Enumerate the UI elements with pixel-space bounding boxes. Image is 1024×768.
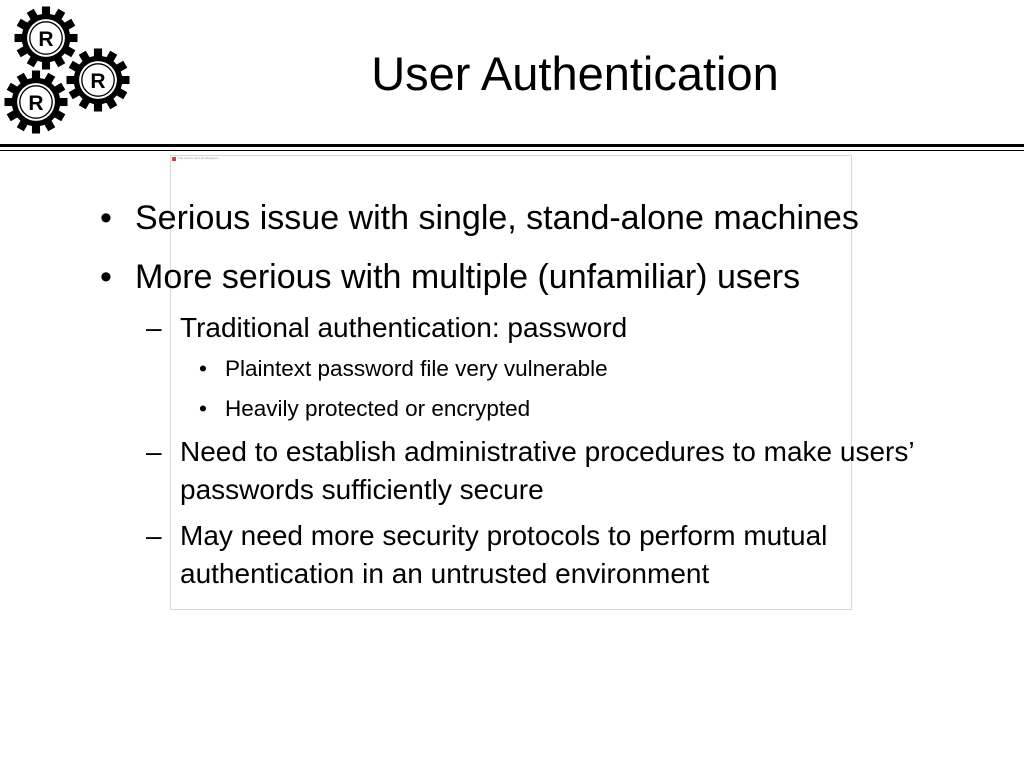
bullet-marker: • — [100, 258, 112, 296]
bullet-item — [100, 254, 1000, 300]
gear-letter: R — [90, 70, 106, 93]
sub-sub-bullet-list — [100, 353, 1000, 424]
sub-sub-bullet-group — [100, 353, 1000, 424]
bullet-marker: • — [100, 199, 112, 237]
gear-letter: R — [38, 28, 54, 51]
sub-bullet-text: Traditional authentication: password — [180, 312, 628, 343]
sub-bullet-text: Need to establish administrative procedures to make users’ passwords sufficiently secure — [180, 436, 914, 505]
bullet-marker: • — [199, 396, 207, 421]
slide-title: User Authentication — [371, 47, 779, 100]
bullet-list — [100, 195, 1000, 601]
bullet-item — [100, 195, 1000, 241]
sub-bullet-list — [100, 309, 1000, 593]
bullet-marker: • — [199, 356, 207, 381]
sub-bullet-item — [100, 309, 1000, 347]
bullet-text: Serious issue with single, stand-alone machines — [135, 199, 859, 237]
sub-bullet-text: May need more security protocols to perform mutual authentication in an untrusted environment — [180, 520, 828, 589]
sub-bullet-group — [100, 309, 1000, 593]
sub-bullet-item — [100, 433, 1000, 509]
sub-bullet-item — [100, 517, 1000, 593]
sub-sub-bullet-item — [100, 353, 1000, 384]
gears-logo-icon — [0, 0, 140, 140]
title-divider-thin — [0, 150, 1024, 151]
gear-letter: R — [28, 92, 44, 115]
dash-marker: – — [146, 312, 162, 343]
sub-sub-bullet-text: Heavily protected or encrypted — [225, 396, 531, 421]
title-divider — [0, 144, 1024, 147]
sub-sub-bullet-item — [100, 393, 1000, 424]
dash-marker: – — [146, 520, 162, 551]
embedded-object-icon — [172, 157, 176, 161]
sub-sub-bullet-text: Plaintext password file very vulnerable — [225, 356, 608, 381]
embedded-object-caption: The picture can't be displayed. — [178, 156, 219, 160]
bullet-text: More serious with multiple (unfamiliar) users — [135, 258, 801, 296]
dash-marker: – — [146, 436, 162, 467]
